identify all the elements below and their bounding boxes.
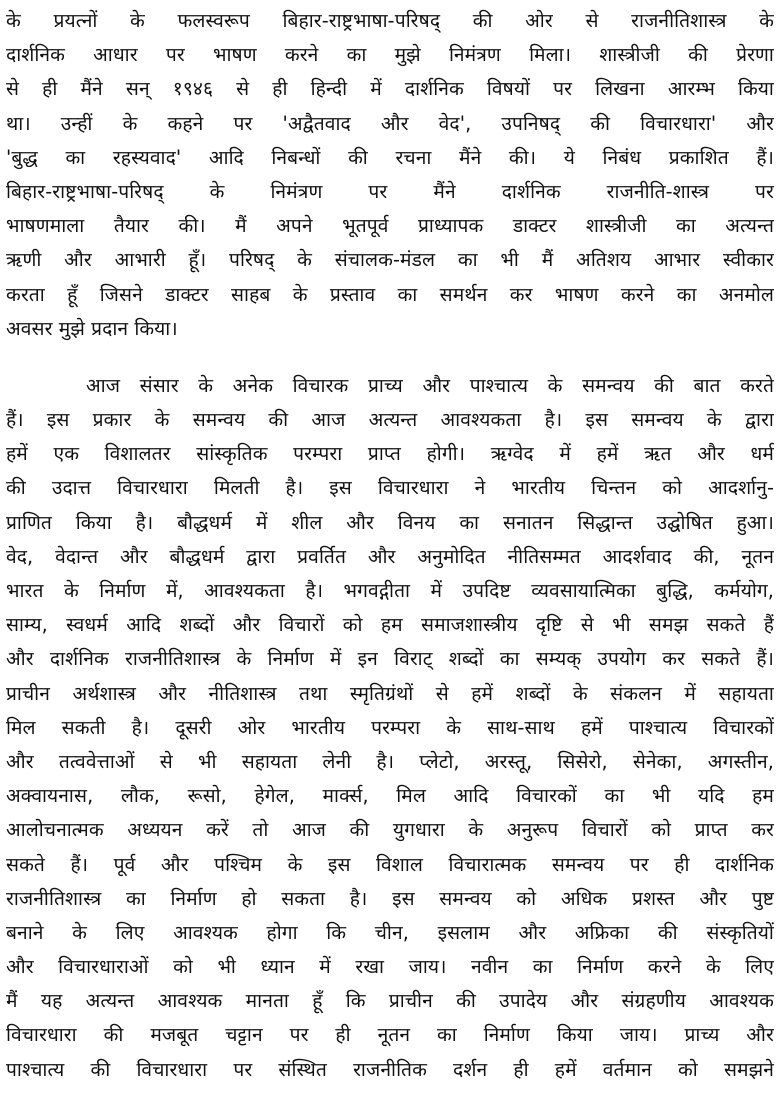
text-line: की उदात्त विचारधारा मिलती है। इस विचारधारा ने भारतीय चिन्तन को आदर्शानु- xyxy=(6,476,774,500)
text-line: बनाने के लिए आवश्यक होगा कि चीन, इसलाम और अफ्रिका की संस्कृतियों xyxy=(6,920,774,944)
text-line: 'बुद्ध का रहस्यवाद' आदि निबन्धों की रचना मैंने की। ये निबंध प्रकाशित हैं। xyxy=(6,145,774,169)
text-line: और तत्ववेत्ताओं से भी सहायता लेनी है। प्लेटो, अरस्तू, सिसेरो, सेनेका, अगस्तीन, xyxy=(6,749,774,773)
text-line: आज संसार के अनेक विचारक प्राच्य और पाश्चात्य के समन्वय की बात करते xyxy=(86,373,774,397)
text-line: करता हूँ जिसने डाक्टर साहब के प्रस्ताव का समर्थन कर भाषण करने का अनमोल xyxy=(6,282,774,306)
text-line: मिल सकती है। दूसरी ओर भारतीय परम्परा के साथ-साथ हमें पाश्चात्य विचारकों xyxy=(6,715,774,739)
paragraph-2 xyxy=(6,369,774,1087)
text-line: और विचारधाराओं को भी ध्यान में रखा जाय। नवीन का निर्माण करने के लिए xyxy=(6,955,774,979)
text-line: पाश्चात्य की विचारधारा पर संस्थित राजनीतिक दर्शन ही हमें वर्तमान को समझने xyxy=(6,1057,774,1081)
text-line: अक्वायनास, लौक, रूसो, हेगेल, मार्क्स, मिल आदि विचारकों का भी यदि हम xyxy=(6,784,774,808)
text-line: से ही मैंने सन् १९४६ से ही हिन्दी में दार्शनिक विषयों पर लिखना आरम्भ किया xyxy=(6,77,774,101)
text-line: था। उन्हीं के कहने पर 'अद्वैतवाद और वेद', उपनिषद् की विचारधारा' और xyxy=(6,111,774,135)
text-line: भारत के निर्माण में, आवश्यकता है। भगवद्गीता में उपदिष्ट व्यवसायात्मिका बुद्धि, कर्मयोग, xyxy=(6,579,774,602)
text-line: वेद, वेदान्त और बौद्धधर्म द्वारा प्रवर्तित और अनुमोदित नीतिसम्मत आदर्शवाद की, नूतन xyxy=(6,544,774,568)
text-line: मैं यह अत्यन्त आवश्यक मानता हूँ कि प्राचीन की उपादेय और संग्रहणीय आवश्यक xyxy=(6,989,774,1013)
text-line: हैं। इस प्रकार के समन्वय की आज अत्यन्त आवश्यकता है। इस समन्वय के द्वारा xyxy=(6,408,774,432)
text-line: प्राचीन अर्थशास्त्र और नीतिशास्त्र तथा स्मृतिग्रंथों से हमें शब्दों के संकलन में सहायता xyxy=(6,681,774,705)
paragraph-gap xyxy=(6,346,774,369)
text-line: भाषणमाला तैयार की। मैं अपने भूतपूर्व प्राध्यापक डाक्टर शास्त्रीजी का अत्यन्त xyxy=(6,214,774,238)
text-line: अवसर मुझे प्रदान किया। xyxy=(6,316,178,340)
paragraph-1 xyxy=(6,4,774,346)
text-line: बिहार-राष्ट्रभाषा-परिषद् के निमंत्रण पर मैंने दार्शनिक राजनीति-शास्त्र पर xyxy=(6,179,774,203)
text-line: हमें एक विशालतर सांस्कृतिक परम्परा प्राप्त होगी। ऋग्वेद में हमें ऋत और धर्म xyxy=(6,442,774,466)
text-line: के प्रयत्नों के फलस्वरूप बिहार-राष्ट्रभाषा-परिषद् की ओर से राजनीतिशास्त्र के xyxy=(6,9,774,32)
text-line: ऋणी और आभारी हूँ। परिषद् के संचालक-मंडल का भी मैं अतिशय आभार स्वीकार xyxy=(6,248,774,272)
text-line: राजनीतिशास्त्र का निर्माण हो सकता है। इस समन्वय को अधिक प्रशस्त और पुष्ट xyxy=(6,886,774,910)
text-line: विचारधारा की मजबूत चट्टान पर ही नूतन का निर्माण किया जाय। प्राच्य और xyxy=(6,1023,774,1047)
text-line: दार्शनिक आधार पर भाषण करने का मुझे निमंत्रण मिला। शास्त्रीजी की प्रेरणा xyxy=(6,43,774,67)
text-line: सकते हैं। पूर्व और पश्चिम के इस विशाल विचारात्मक समन्वय पर ही दार्शनिक xyxy=(6,852,774,876)
text-line: साम्य, स्वधर्म आदि शब्दों और विचारों को हम समाजशास्त्रीय दृष्टि से भी समझ सकते हैं xyxy=(6,613,774,637)
text-line: आलोचनात्मक अध्ययन करें तो आज की युगधारा के अनुरूप विचारों को प्राप्त कर xyxy=(6,818,774,842)
text-line: और दार्शनिक राजनीतिशास्त्र के निर्माण में इन विराट् शब्दों का सम्यक् उपयोग कर सकते हैं। xyxy=(6,647,774,671)
text-line: प्राणित किया है। बौद्धधर्म में शील और विनय का सनातन सिद्धान्त उद्घोषित हुआ। xyxy=(6,510,774,534)
